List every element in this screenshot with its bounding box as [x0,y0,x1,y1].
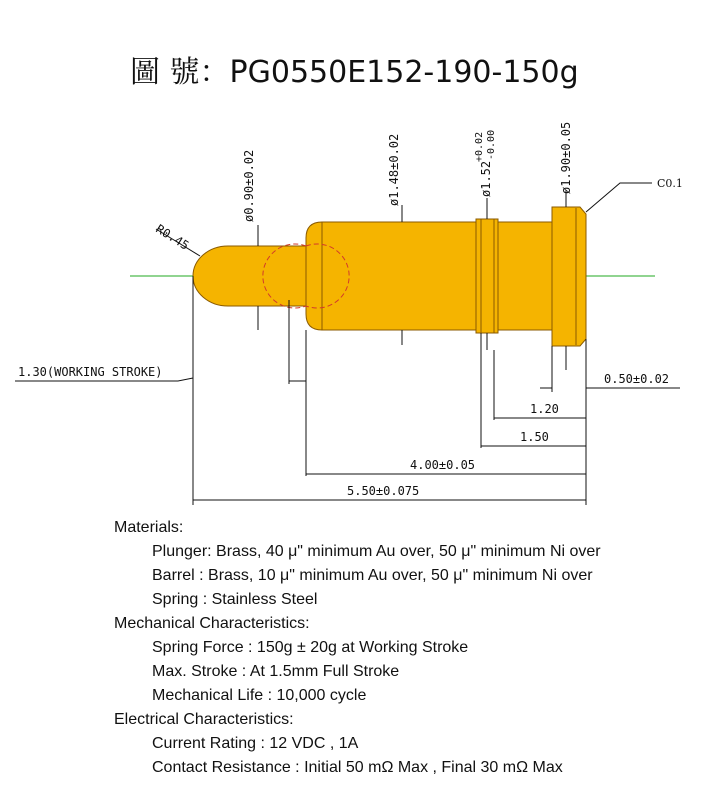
spring-spec: Spring : Stainless Steel [152,591,318,608]
tip-diameter-label: ø0.90±0.02 [242,149,256,222]
contact-resistance-spec: Contact Resistance : Initial 50 mΩ Max , Final 30 mΩ Max [152,759,563,776]
mechanical-life-spec: Mechanical Life : 10,000 cycle [152,687,367,704]
radius-label: R0.45 [153,221,192,253]
working-stroke-dimension [15,365,306,381]
mechanical-heading: Mechanical Characteristics: [114,615,310,632]
materials-heading: Materials: [114,519,184,536]
current-rating-spec: Current Rating : 12 VDC , 1A [152,735,359,752]
ring-tolerance-plus: +0.02 [474,131,485,162]
spring-force-spec: Spring Force : 150g ± 20g at Working Stroke [152,639,469,656]
barrel-diameter-label: ø1.48±0.02 [387,133,401,206]
dimension-1-20-label: 1.20 [530,402,559,416]
head-flange [552,207,586,346]
dimension-4-00 [306,458,586,474]
head-diameter-label: ø1.90±0.05 [559,121,573,194]
dimension-5-50-label: 5.50±0.075 [347,484,420,498]
ring-diameter-label: ø1.52 [479,160,493,197]
electrical-heading: Electrical Characteristics: [114,711,294,728]
max-stroke-spec: Max. Stroke : At 1.5mm Full Stroke [152,663,400,680]
working-stroke-label: 1.30(WORKING STROKE) [18,365,163,379]
barrel-rear [498,222,554,330]
dimension-1-50-label: 1.50 [520,430,549,444]
plunger-spec: Plunger: Brass, 40 μ" minimum Au over, 50 μ" minimum Ni over [152,543,601,560]
barrel-body [306,222,480,330]
drawing-title: 圖 號：PG0550E152-190-150g [130,55,579,90]
dimension-1-20 [494,402,586,418]
barrel-ring [476,219,498,333]
dimension-4-00-label: 4.00±0.05 [410,458,476,472]
radius-callout [153,222,200,256]
head-thickness-label: 0.50±0.02 [604,372,670,386]
dimension-5-50 [193,484,586,500]
ring-tolerance-minus: -0.00 [486,129,497,160]
barrel-spec: Barrel : Brass, 10 μ" minimum Au over, 50 μ" minimum Ni over [152,567,593,584]
plunger-tip [193,246,306,306]
dimension-1-50 [481,430,586,446]
chamfer-callout [586,177,683,212]
chamfer-label: C0.1 [657,177,683,190]
head-thickness-dimension [540,372,680,388]
